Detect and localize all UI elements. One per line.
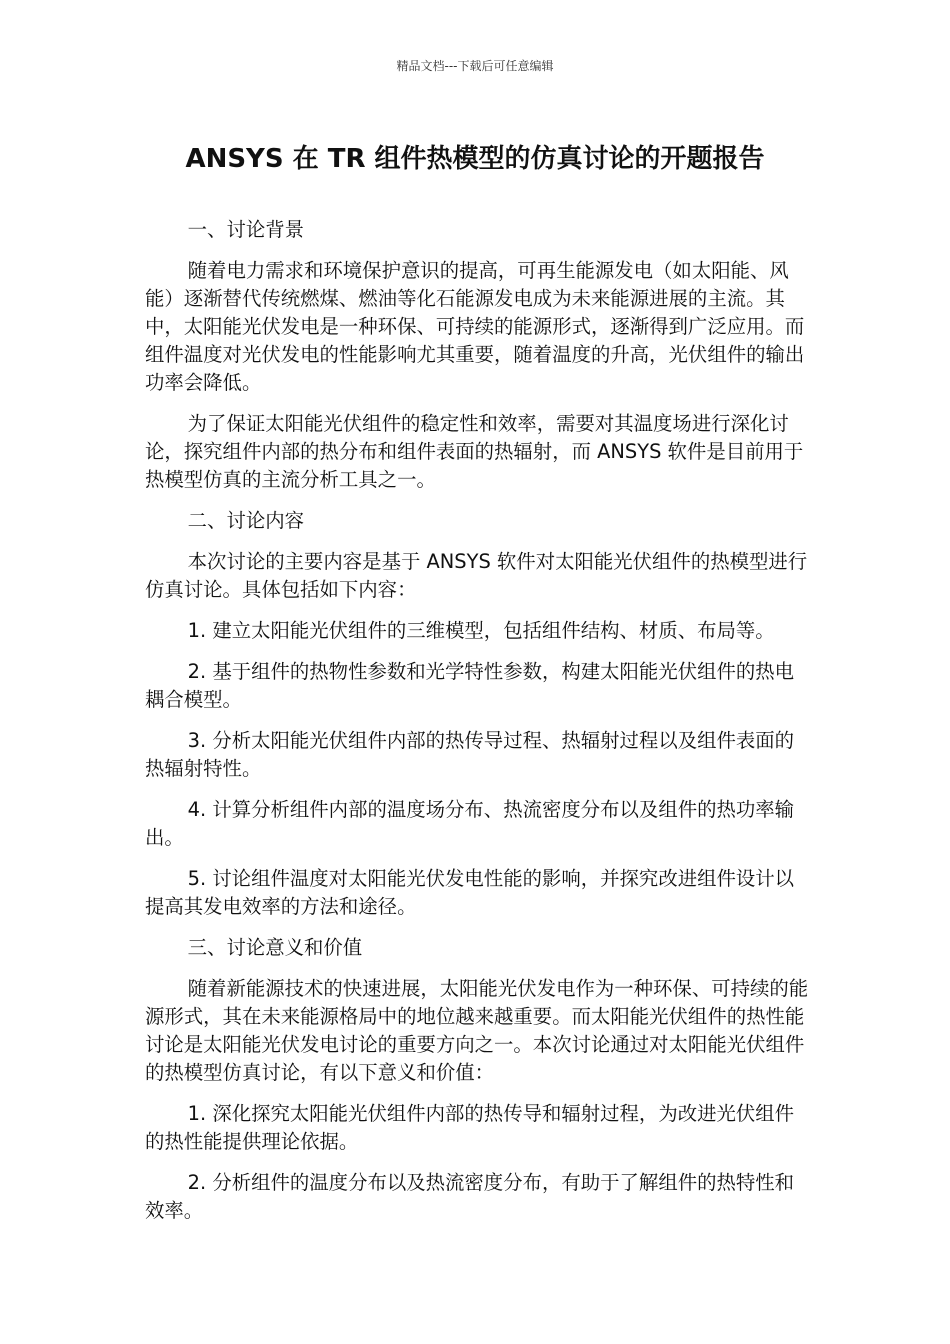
list-item-significance-2: 2. 分析组件的温度分布以及热流密度分布，有助于了解组件的热特性和效率。	[145, 1171, 795, 1222]
list-item-content-3: 3. 分析太阳能光伏组件内部的热传导过程、热辐射过程以及组件表面的热辐射特性。	[145, 729, 795, 780]
list-item-content-4: 4. 计算分析组件内部的温度场分布、热流密度分布以及组件的热功率输出。	[145, 798, 795, 849]
list-item-content-1: 1. 建立太阳能光伏组件的三维模型，包括组件结构、材质、布局等。	[187, 619, 775, 642]
section-heading-background: 一、讨论背景	[187, 218, 305, 241]
list-item-content-2: 2. 基于组件的热物性参数和光学特性参数，构建太阳能光伏组件的热电耦合模型。	[145, 660, 795, 711]
paragraph-significance-intro: 随着新能源技术的快速进展，太阳能光伏发电作为一种环保、可持续的能源形式，其在未来能源格局中的地位越来越重要。而太阳能光伏组件的热性能讨论是太阳能光伏发电讨论的重要方向之一。本次讨论通过对太阳能光伏组件的热模型仿真讨论，有以下意义和价值：	[145, 977, 809, 1084]
section-heading-significance: 三、讨论意义和价值	[187, 936, 363, 959]
document-title: ANSYS 在 TR 组件热模型的仿真讨论的开题报告	[185, 144, 765, 174]
paragraph-background-1: 随着电力需求和环境保护意识的提高，可再生能源发电（如太阳能、风能）逐渐替代传统燃煤、燃油等化石能源发电成为未来能源进展的主流。其中，太阳能光伏发电是一种环保、可持续的能源形式，逐渐得到广泛应用。而组件温度对光伏发电的性能影响尤其重要，随着温度的升高，光伏组件的输出功率会降低。	[145, 259, 805, 394]
paragraph-content-intro: 本次讨论的主要内容是基于 ANSYS 软件对太阳能光伏组件的热模型进行仿真讨论。具体包括如下内容：	[145, 550, 808, 601]
document-body	[145, 216, 810, 1238]
list-item-significance-1: 1. 深化探究太阳能光伏组件内部的热传导和辐射过程，为改进光伏组件的热性能提供理论依据。	[145, 1102, 795, 1153]
paragraph-background-2: 为了保证太阳能光伏组件的稳定性和效率，需要对其温度场进行深化讨论，探究组件内部的热分布和组件表面的热辐射，而 ANSYS 软件是目前用于热模型仿真的主流分析工具之一。	[145, 412, 804, 491]
section-heading-content: 二、讨论内容	[187, 509, 305, 532]
page-header-watermark: 精品文档---下载后可任意编辑	[396, 59, 554, 73]
list-item-content-5: 5. 讨论组件温度对太阳能光伏发电性能的影响，并探究改进组件设计以提高其发电效率的方法和途径。	[145, 867, 795, 918]
